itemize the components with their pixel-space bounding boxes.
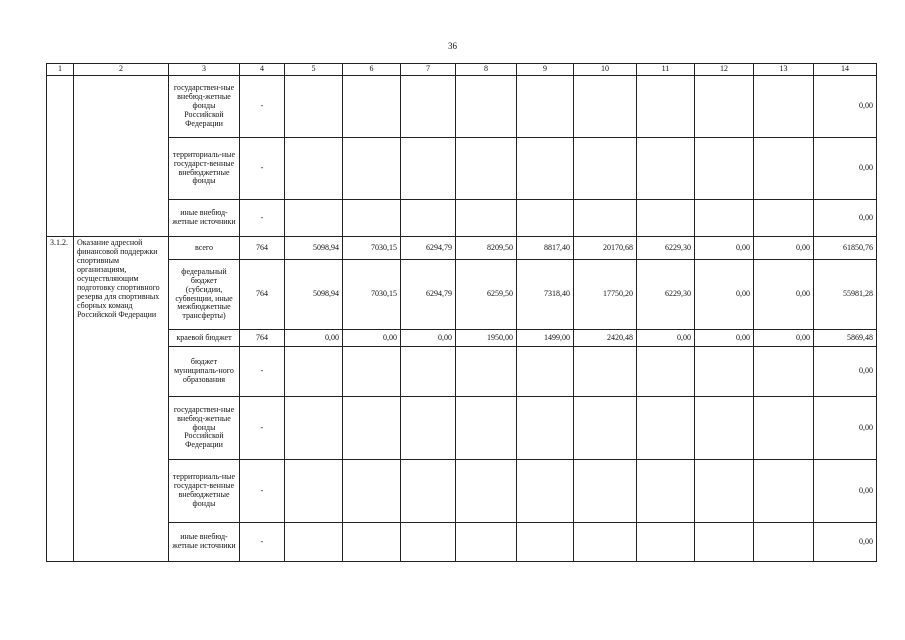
table-row (47, 523, 877, 562)
funding-source-cell: краевой бюджет (169, 330, 240, 347)
table-row (47, 347, 877, 397)
task-number-cell (47, 76, 74, 237)
table-row (47, 200, 877, 237)
value-cell (574, 138, 637, 200)
value-cell (695, 76, 754, 138)
value-cell (574, 200, 637, 237)
page-number: 36 (448, 41, 457, 51)
value-cell (574, 523, 637, 562)
value-cell: 0,00 (695, 237, 754, 260)
value-cell: 1499,00 (517, 330, 574, 347)
value-cell (343, 523, 401, 562)
value-cell (456, 200, 517, 237)
column-header-row (47, 64, 877, 76)
funding-source-cell: государствен-ные внебюд-жетные фонды Российской Федерации (169, 76, 240, 138)
funding-source-cell: территориаль-ные государст-венные внебюджетные фонды (169, 138, 240, 200)
value-cell: 7030,15 (343, 237, 401, 260)
table-row (47, 330, 877, 347)
value-cell (401, 76, 456, 138)
value-cell (754, 200, 814, 237)
value-cell (456, 523, 517, 562)
column-header: 5 (285, 64, 343, 76)
table-row (47, 260, 877, 330)
column-header: 6 (343, 64, 401, 76)
value-cell (517, 523, 574, 562)
funding-source-cell: иные внебюд-жетные источники (169, 200, 240, 237)
value-cell (456, 76, 517, 138)
value-cell (695, 397, 754, 460)
value-cell: 0,00 (343, 330, 401, 347)
value-cell (343, 76, 401, 138)
value-cell (574, 76, 637, 138)
value-cell (343, 347, 401, 397)
value-cell (754, 138, 814, 200)
total-cell: 61850,76 (814, 237, 877, 260)
value-cell: 0,00 (754, 260, 814, 330)
value-cell: 5098,94 (285, 260, 343, 330)
value-cell: 7030,15 (343, 260, 401, 330)
value-cell (637, 347, 695, 397)
code-cell: 764 (240, 237, 285, 260)
column-header: 8 (456, 64, 517, 76)
task-number-cell: 3.1.2. (47, 237, 74, 562)
total-cell: 5869,48 (814, 330, 877, 347)
funding-source-cell: государствен-ные внебюд-жетные фонды Российской Федерации (169, 397, 240, 460)
funding-source-cell: федеральный бюджет (субсидии, субвенции, иные межбюджетные трансферты) (169, 260, 240, 330)
table-row (47, 138, 877, 200)
value-cell (637, 76, 695, 138)
value-cell: 2420,48 (574, 330, 637, 347)
value-cell (285, 138, 343, 200)
value-cell (695, 460, 754, 523)
table-row (47, 397, 877, 460)
value-cell (637, 138, 695, 200)
code-cell: - (240, 397, 285, 460)
value-cell (456, 138, 517, 200)
value-cell (574, 460, 637, 523)
table-row (47, 460, 877, 523)
value-cell (343, 397, 401, 460)
value-cell (754, 76, 814, 138)
funding-source-cell: территориаль-ные государст-венные внебюджетные фонды (169, 460, 240, 523)
value-cell (456, 460, 517, 523)
column-header: 14 (814, 64, 877, 76)
funding-source-cell: бюджет муниципаль-ного образования (169, 347, 240, 397)
column-header: 1 (47, 64, 74, 76)
value-cell (456, 347, 517, 397)
value-cell (285, 523, 343, 562)
total-cell: 0,00 (814, 76, 877, 138)
value-cell (754, 460, 814, 523)
value-cell: 0,00 (695, 260, 754, 330)
value-cell (343, 460, 401, 523)
value-cell (517, 460, 574, 523)
total-cell: 0,00 (814, 523, 877, 562)
value-cell (456, 397, 517, 460)
column-header: 3 (169, 64, 240, 76)
value-cell (401, 523, 456, 562)
column-header: 9 (517, 64, 574, 76)
value-cell (285, 76, 343, 138)
code-cell: - (240, 460, 285, 523)
value-cell: 0,00 (754, 237, 814, 260)
value-cell (401, 460, 456, 523)
value-cell (695, 347, 754, 397)
value-cell (517, 347, 574, 397)
value-cell (285, 460, 343, 523)
code-cell: - (240, 347, 285, 397)
value-cell (517, 397, 574, 460)
value-cell: 6294,79 (401, 237, 456, 260)
column-header: 2 (74, 64, 169, 76)
value-cell: 0,00 (754, 330, 814, 347)
value-cell (637, 397, 695, 460)
value-cell (401, 397, 456, 460)
value-cell (637, 460, 695, 523)
code-cell: 764 (240, 260, 285, 330)
task-name-cell: Оказание адресной финансовой поддержки спортивным организациям, осуществляющим подготовку спортивного резерва для спортивных сборных команд Российской Федерации (74, 237, 169, 562)
total-cell: 0,00 (814, 397, 877, 460)
value-cell (517, 200, 574, 237)
value-cell (754, 523, 814, 562)
value-cell: 8817,40 (517, 237, 574, 260)
value-cell (574, 347, 637, 397)
total-cell: 0,00 (814, 138, 877, 200)
total-cell: 0,00 (814, 347, 877, 397)
value-cell (285, 397, 343, 460)
table-row (47, 237, 877, 260)
code-cell: - (240, 523, 285, 562)
value-cell (754, 397, 814, 460)
value-cell: 0,00 (637, 330, 695, 347)
value-cell (285, 347, 343, 397)
total-cell: 0,00 (814, 200, 877, 237)
value-cell (695, 138, 754, 200)
value-cell (695, 523, 754, 562)
value-cell (695, 200, 754, 237)
value-cell (637, 200, 695, 237)
value-cell (401, 200, 456, 237)
value-cell (401, 138, 456, 200)
value-cell: 0,00 (285, 330, 343, 347)
value-cell: 6229,30 (637, 260, 695, 330)
code-cell: - (240, 76, 285, 138)
value-cell (517, 138, 574, 200)
value-cell: 1950,00 (456, 330, 517, 347)
column-header: 12 (695, 64, 754, 76)
value-cell: 0,00 (401, 330, 456, 347)
value-cell (343, 138, 401, 200)
value-cell (285, 200, 343, 237)
value-cell: 0,00 (695, 330, 754, 347)
task-name-cell (74, 76, 169, 237)
value-cell (343, 200, 401, 237)
column-header: 13 (754, 64, 814, 76)
value-cell: 8209,50 (456, 237, 517, 260)
value-cell (517, 76, 574, 138)
code-cell: - (240, 138, 285, 200)
column-header: 4 (240, 64, 285, 76)
column-header: 7 (401, 64, 456, 76)
value-cell: 17750,20 (574, 260, 637, 330)
total-cell: 55981,28 (814, 260, 877, 330)
value-cell: 20170,68 (574, 237, 637, 260)
value-cell: 6229,30 (637, 237, 695, 260)
budget-table (46, 63, 877, 562)
code-cell: - (240, 200, 285, 237)
value-cell (574, 397, 637, 460)
value-cell: 6294,79 (401, 260, 456, 330)
value-cell: 5098,94 (285, 237, 343, 260)
column-header: 11 (637, 64, 695, 76)
total-cell: 0,00 (814, 460, 877, 523)
funding-source-cell: всего (169, 237, 240, 260)
table-row (47, 76, 877, 138)
value-cell: 6259,50 (456, 260, 517, 330)
funding-source-cell: иные внебюд-жетные источники (169, 523, 240, 562)
column-header: 10 (574, 64, 637, 76)
value-cell (401, 347, 456, 397)
code-cell: 764 (240, 330, 285, 347)
table-body (47, 76, 877, 562)
value-cell: 7318,40 (517, 260, 574, 330)
value-cell (754, 347, 814, 397)
value-cell (637, 523, 695, 562)
